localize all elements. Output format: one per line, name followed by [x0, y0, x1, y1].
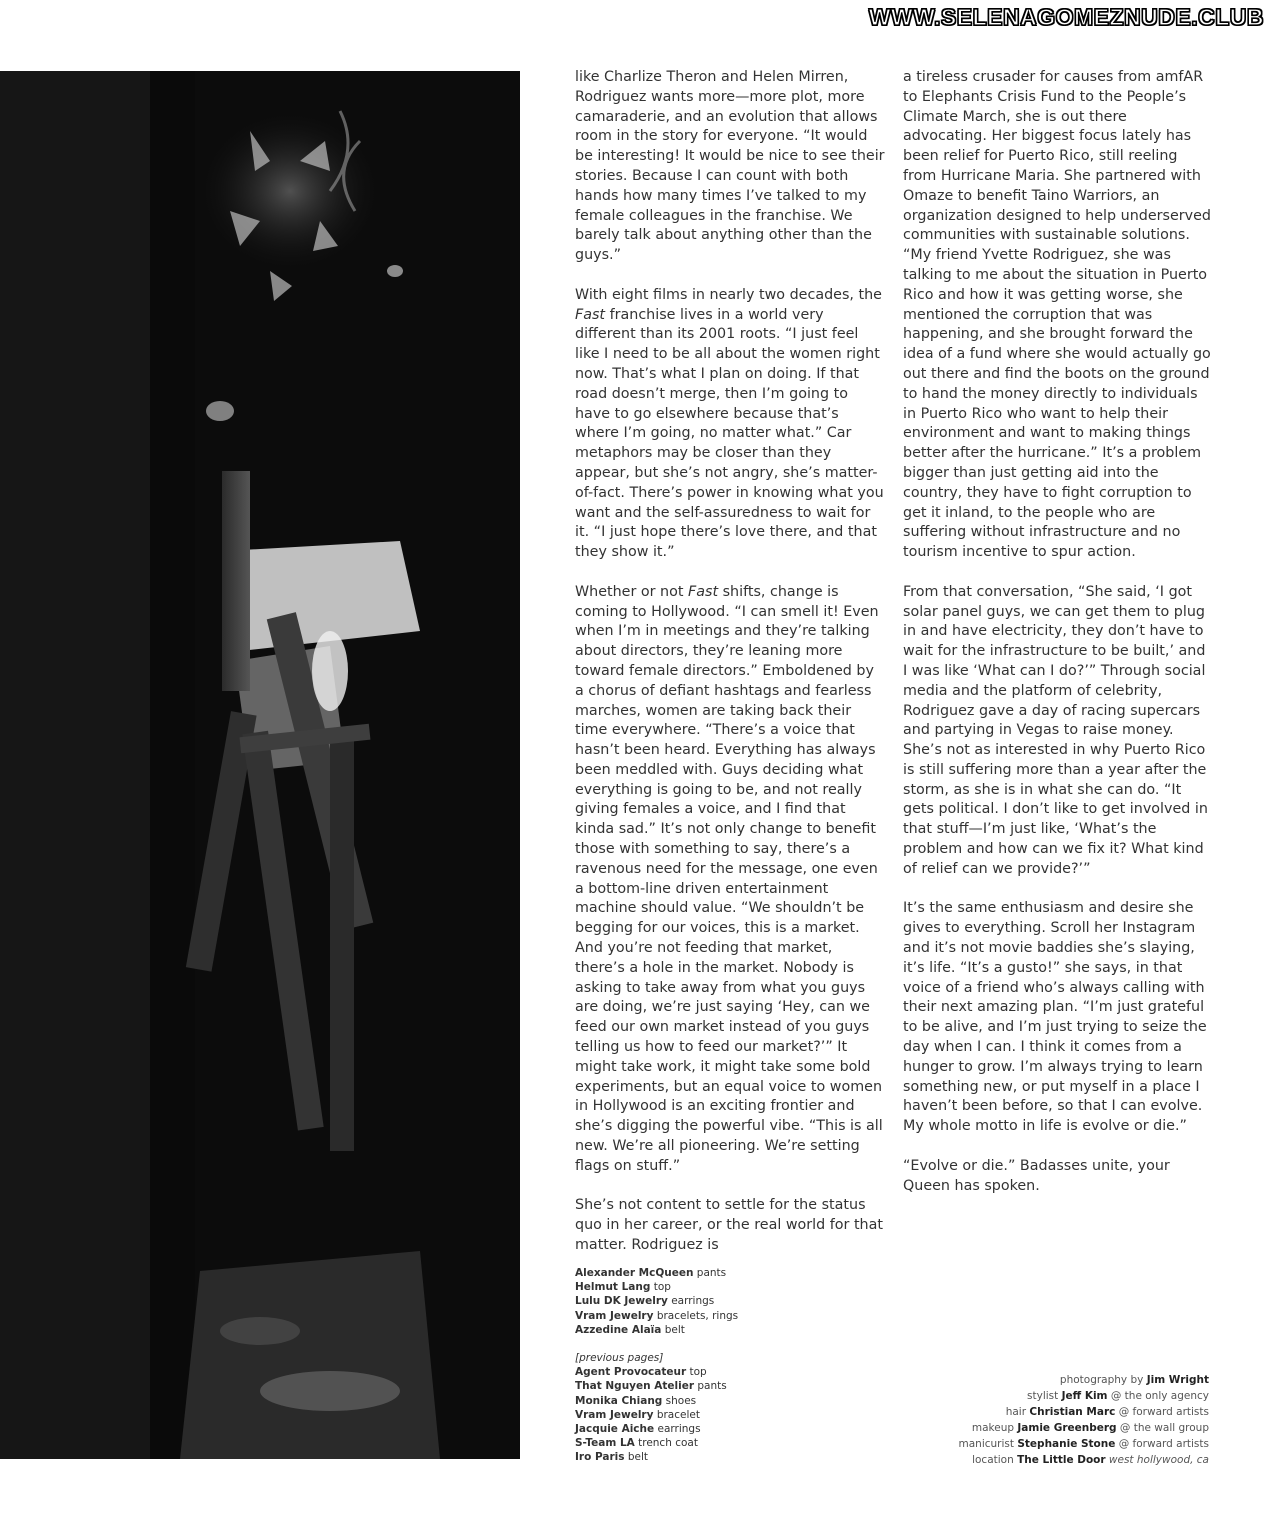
paragraph: From that conversation, “She said, ‘I got solar panel guys, we can get them to plug in and have electricity, they don’t have to wait for the infrastructure to be built,’ and I was like ‘What can I do?’” Through social media and the platform of celebrity, Rodriguez gave a day of racing supercars and partying in Vegas to raise money. She’s not as interested in why Puerto Rico is still suffering more than a year after the storm, as she is in what she can do. “It gets political. I don’t like to get involved in that stuff—I’m just like, ‘What’s the problem and how can we fix it? What kind of relief can we provide?’”: [903, 583, 1208, 877]
previous-pages-label: [previous pages]: [575, 1352, 664, 1365]
watermark: WWW.SELENAGOMEZNUDE.CLUB: [868, 4, 1264, 30]
credit-line: Vram Jewelry bracelet: [575, 1408, 700, 1421]
paragraph: “Evolve or die.” Badasses unite, your Queen has spoken.: [903, 1157, 1170, 1194]
paragraph: It’s the same enthusiasm and desire she gives to everything. Scroll her Instagram and it’s not movie baddies she’s slaying, it’s life. “It’s a gusto!” she says, in that voice of a friend who’s always calling with their next amazing plan. “I’m just grateful to be alive, and I’m just trying to seize the day when I can. I think it comes from a hunger to grow. I’m always trying to learn something new, or put myself in a place I haven’t been before, so that I can evolve. My whole motto in life is evolve or die.”: [903, 900, 1207, 1135]
photo: [0, 71, 520, 1459]
paragraph: a tireless crusader for causes from amfAR to Elephants Crisis Fund to the People’s Climate March, she is out there advocating. Her biggest focus lately has been relief for Puerto Rico, still reeling from Hurricane Maria. She partnered with Omaze to benefit Taino Warriors, an organization designed to help underserved communities with sustainable solutions. “My friend Yvette Rodriguez, she was talking to me about the situation in Puerto Rico and how it was getting worse, she mentioned the corruption that was happening, and she brought forward the idea of a fund where she would actually go out there and find the boots on the ground to hand the money directly to individuals in Puerto Rico who want to help their environment and want to making things better after the hurricane.” It’s a problem bigger than just getting aid into the country, they have to fight corruption to get it inland, to the people who are suffering without infrastructure and no tourism incentive to spur action.: [903, 69, 1211, 561]
credit-line: stylist Jeff Kim @ the only agency: [1027, 1390, 1209, 1402]
credit-line: hair Christian Marc @ forward artists: [1005, 1406, 1209, 1418]
paragraph: With eight films in nearly two decades, the Fast franchise lives in a world very different than its 2001 roots. “I just feel like I need to be all about the women right now. That’s what I plan on doing. If that road doesn’t merge, then I’m going to have to go elsewhere because that’s where I’m going, no matter what.” Car metaphors may be closer than they appear, but she’s not angry, she’s matter-of-fact. There’s power in knowing what you want and the self-assuredness to wait for it. “I just hope there’s love there, and that they show it.”: [575, 286, 884, 561]
credit-line: Vram Jewelry bracelets, rings: [575, 1309, 739, 1322]
credit-line: location The Little Door west hollywood, ca: [972, 1454, 1209, 1466]
credit-line: That Nguyen Atelier pants: [575, 1380, 727, 1393]
article-column-2: [903, 68, 1213, 1216]
fashion-credits: [575, 1266, 738, 1465]
photo-image: [0, 71, 520, 1459]
credit-line: makeup Jamie Greenberg @ the wall group: [971, 1422, 1209, 1434]
credit-line: Agent Provocateur top: [575, 1366, 707, 1379]
production-credits: [959, 1372, 1209, 1468]
credit-line: Alexander McQueen pants: [575, 1267, 727, 1279]
paragraph: like Charlize Theron and Helen Mirren, Rodriguez wants more—more plot, more camaraderie, and an evolution that allows room in the story for everyone. “It would be interesting! It would be nice to see their stories. Because I can count with both hands how many times I’ve talked to my female colleagues in the franchise. We barely talk about anything other than the guys.”: [575, 69, 885, 264]
credit-line: Monika Chiang shoes: [575, 1394, 697, 1407]
credit-line: Lulu DK Jewelry earrings: [575, 1295, 715, 1308]
credit-line: Helmut Lang top: [575, 1281, 671, 1294]
credit-line: photography by Jim Wright: [1059, 1374, 1209, 1386]
paragraph: Whether or not Fast shifts, change is coming to Hollywood. “I can smell it! Even when I’m in meetings and they’re talking about directors, they’re leaning more toward female directors.” Emboldened by a chorus of defiant hashtags and fearless marches, women are taking back their time everywhere. “There’s a voice that hasn’t been heard. Everything has always been meddled with. Guys deciding what everything is going to be, and not really giving females a voice, and I find that kinda sad.” It’s not only change to benefit those with something to say, there’s a ravenous need for the message, one even a bottom-line driven entertainment machine should value. “We shouldn’t be begging for our voices, this is a market. And you’re not feeding that market, there’s a hole in the market. Nobody is asking to take away from what you guys are doing, we’re just saying ‘Hey, can we feed our own market instead of you guys telling us how to feed our market?’” It might take work, it might take some bold experiments, but an equal voice to women in Hollywood is an exciting frontier and she’s digging the powerful vibe. “This is all new. We’re all pioneering. We’re setting flags on stuff.”: [575, 583, 883, 1174]
credit-line: Jacquie Aiche earrings: [575, 1423, 701, 1436]
credit-line: S-Team LA trench coat: [575, 1437, 698, 1450]
article-column-1: [575, 68, 885, 1276]
credit-line: Azzedine Alaïa belt: [575, 1323, 685, 1336]
paragraph: She’s not content to settle for the status quo in her career, or the real world for that matter. Rodriguez is: [575, 1197, 883, 1254]
credit-line: manicurist Stephanie Stone @ forward artists: [958, 1438, 1209, 1450]
credit-line: Iro Paris belt: [575, 1451, 648, 1464]
